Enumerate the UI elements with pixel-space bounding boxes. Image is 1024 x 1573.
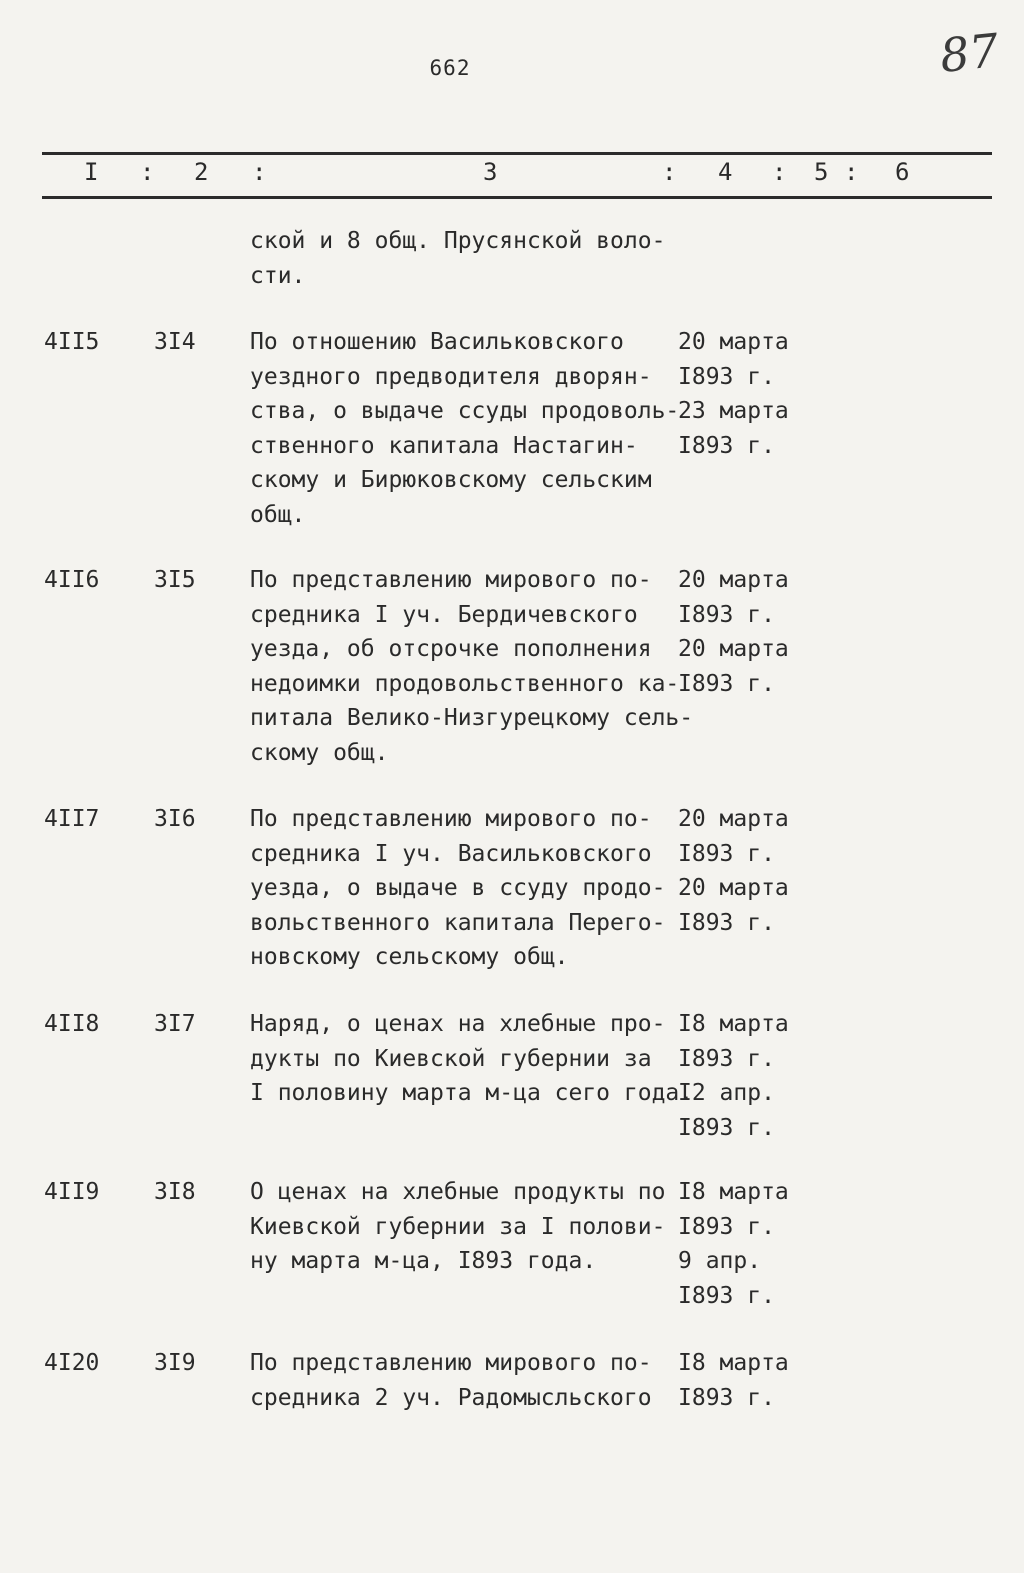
date-line: I8 марта xyxy=(678,1350,789,1376)
text-line: Наряд, о ценах на хлебные про- xyxy=(250,1011,666,1037)
table-header xyxy=(0,158,1024,190)
entry-dates xyxy=(678,563,818,701)
text-line: вольственного капитала Перего- xyxy=(250,909,666,936)
date-line: I893 г. xyxy=(678,1045,775,1072)
date-line: I893 г. xyxy=(678,1282,775,1309)
entry-dates xyxy=(678,802,818,940)
text-line: По представлению мирового по- xyxy=(250,567,652,593)
text-line: О ценах на хлебные продукты по xyxy=(250,1179,666,1205)
entry-number: 4II5 xyxy=(44,329,100,355)
file-number: 3I7 xyxy=(154,1011,196,1037)
text-line: средника I уч. Васильковского xyxy=(250,840,652,867)
date-line: I2 апр. xyxy=(678,1080,775,1106)
text-line: средника I уч. Бердичевского xyxy=(250,601,638,628)
file-number: 3I9 xyxy=(154,1350,196,1376)
header-col-4: 4 xyxy=(718,158,733,186)
entry-dates xyxy=(678,1007,818,1145)
date-line: I893 г. xyxy=(678,909,775,936)
date-line: I893 г. xyxy=(678,670,775,697)
header-col-5: 5 xyxy=(814,158,829,186)
text-line: недоимки продовольственного ка- xyxy=(250,670,680,697)
text-line: питала Велико-Низгурецкому сель- xyxy=(250,705,694,731)
date-line: 20 марта xyxy=(678,636,789,662)
date-line: I893 г. xyxy=(678,1213,775,1240)
text-line: ственного капитала Настагин- xyxy=(250,432,638,459)
date-line: I893 г. xyxy=(678,601,775,628)
entry-description xyxy=(250,802,680,975)
date-line: 9 апр. xyxy=(678,1248,762,1274)
date-line: I893 г. xyxy=(678,1114,775,1141)
date-line: 20 марта xyxy=(678,875,789,901)
header-separator: : xyxy=(140,158,155,186)
page-number: 662 xyxy=(429,56,471,80)
date-line: I893 г. xyxy=(678,840,775,867)
header-separator: : xyxy=(662,158,677,186)
text-line: средника 2 уч. Радомысльского xyxy=(250,1384,652,1411)
text-line: сти. xyxy=(250,262,306,289)
date-line: I893 г. xyxy=(678,1384,775,1411)
text-line: уезда, о выдаче в ссуду продо- xyxy=(250,875,666,901)
header-col-3: 3 xyxy=(483,158,498,186)
entry-description xyxy=(250,563,694,770)
date-line: 20 марта xyxy=(678,567,789,593)
header-col-1: I xyxy=(84,158,99,186)
date-line: 20 марта xyxy=(678,329,789,355)
entry-number: 4II8 xyxy=(44,1011,100,1037)
text-line: ской и 8 общ. Прусянской воло- xyxy=(250,228,666,254)
header-col-6: 6 xyxy=(895,158,910,186)
text-line: По представлению мирового по- xyxy=(250,806,652,832)
text-line: По отношению Васильковского xyxy=(250,329,624,355)
header-separator: : xyxy=(772,158,787,186)
header-col-2: 2 xyxy=(194,158,209,186)
entry-number: 4II9 xyxy=(44,1179,100,1205)
entry-description xyxy=(250,1007,694,1111)
text-line: скому и Бирюковскому сельским xyxy=(250,467,652,493)
header-top-rule xyxy=(42,152,992,155)
file-number: 3I5 xyxy=(154,567,196,593)
entry-number: 4II6 xyxy=(44,567,100,593)
text-line: дукты по Киевской губернии за xyxy=(250,1045,652,1072)
date-line: 23 марта xyxy=(678,398,789,424)
date-line: I893 г. xyxy=(678,432,775,459)
date-line: I8 марта xyxy=(678,1011,789,1037)
text-line: скому общ. xyxy=(250,739,389,766)
text-line: ства, о выдаче ссуды продоволь- xyxy=(250,398,680,424)
header-separator: : xyxy=(844,158,859,186)
date-line: 20 марта xyxy=(678,806,789,832)
file-number: 3I6 xyxy=(154,806,196,832)
text-line: Киевской губернии за I полови- xyxy=(250,1213,666,1240)
entry-dates xyxy=(678,1346,818,1415)
entry-description xyxy=(250,1346,680,1415)
entry-description xyxy=(250,1175,680,1279)
file-number: 3I8 xyxy=(154,1179,196,1205)
folio-handwritten-number: 87 xyxy=(937,23,1002,83)
continuation-text xyxy=(250,224,680,293)
entry-number: 4II7 xyxy=(44,806,100,832)
entry-dates xyxy=(678,325,818,463)
entry-description xyxy=(250,325,680,532)
header-bottom-rule xyxy=(42,196,992,199)
entry-dates xyxy=(678,1175,818,1313)
text-line: ну марта м-ца, I893 года. xyxy=(250,1248,597,1274)
file-number: 3I4 xyxy=(154,329,196,355)
text-line: новскому сельскому общ. xyxy=(250,944,569,970)
text-line: I половину марта м-ца сего года. xyxy=(250,1080,694,1106)
header-separator: : xyxy=(252,158,267,186)
entry-number: 4I20 xyxy=(44,1350,100,1376)
text-line: уездного предводителя дворян- xyxy=(250,363,652,390)
text-line: общ. xyxy=(250,501,306,528)
date-line: I8 марта xyxy=(678,1179,789,1205)
text-line: уезда, об отсрочке пополнения xyxy=(250,636,652,662)
text-line: По представлению мирового по- xyxy=(250,1350,652,1376)
date-line: I893 г. xyxy=(678,363,775,390)
